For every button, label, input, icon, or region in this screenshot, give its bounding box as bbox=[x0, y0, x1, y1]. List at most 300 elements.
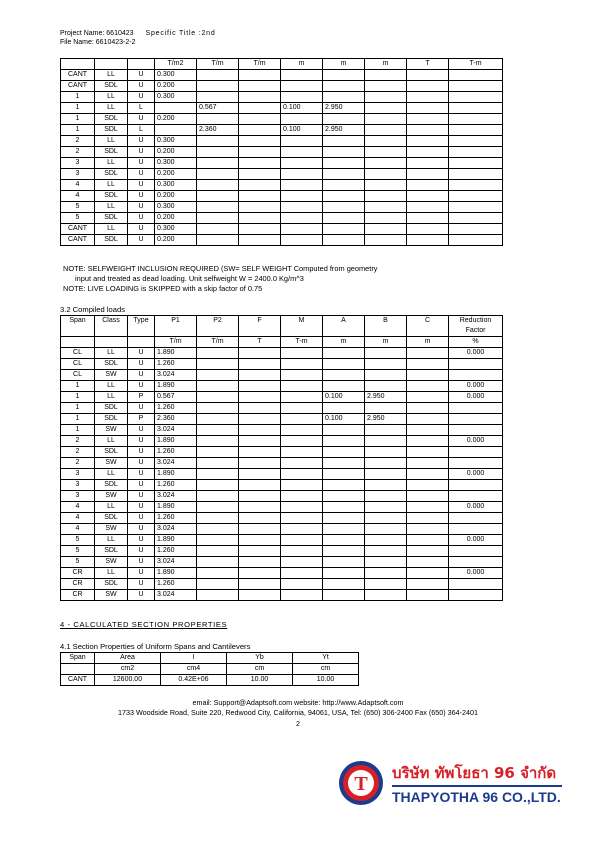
table-cell bbox=[365, 458, 407, 469]
table-cell: 1 bbox=[61, 381, 95, 392]
table-cell: 1.260 bbox=[155, 403, 197, 414]
table-cell: U bbox=[128, 502, 155, 513]
units-row bbox=[61, 59, 503, 70]
table-cell: U bbox=[128, 202, 155, 213]
table-cell bbox=[365, 235, 407, 246]
table-cell: C bbox=[407, 316, 449, 337]
table-cell bbox=[323, 403, 365, 414]
project-header bbox=[60, 29, 216, 38]
table-cell bbox=[407, 235, 449, 246]
table-cell bbox=[365, 546, 407, 557]
table-cell bbox=[365, 535, 407, 546]
table-cell bbox=[449, 590, 503, 601]
table-cell: U bbox=[128, 114, 155, 125]
table-row bbox=[61, 147, 503, 158]
table-row bbox=[61, 191, 503, 202]
table-cell: SDL bbox=[95, 480, 128, 491]
table-cell bbox=[365, 447, 407, 458]
table-cell: LL bbox=[95, 348, 128, 359]
table-cell bbox=[323, 359, 365, 370]
table-cell bbox=[407, 191, 449, 202]
table-cell bbox=[281, 392, 323, 403]
table-cell: SDL bbox=[95, 147, 128, 158]
table-cell bbox=[197, 235, 239, 246]
table-cell: 0.200 bbox=[155, 114, 197, 125]
table-cell bbox=[281, 480, 323, 491]
table-cell bbox=[197, 590, 239, 601]
units-row bbox=[61, 664, 359, 675]
table-cell: U bbox=[128, 469, 155, 480]
table-cell bbox=[239, 125, 281, 136]
file-name: File Name: 6610423-2-2 bbox=[60, 39, 136, 46]
table-cell bbox=[323, 92, 365, 103]
table-cell: 3.024 bbox=[155, 557, 197, 568]
selfweight-note-continued: input and treated as dead loading. Unit selfweight W = 2400.0 Kg/m^3 bbox=[75, 274, 304, 283]
table-cell bbox=[323, 81, 365, 92]
table-cell bbox=[197, 180, 239, 191]
table-cell: 1 bbox=[61, 92, 95, 103]
table-cell bbox=[449, 70, 503, 81]
table-cell bbox=[281, 590, 323, 601]
table-cell bbox=[407, 158, 449, 169]
table-cell bbox=[365, 513, 407, 524]
table-cell: 2 bbox=[61, 147, 95, 158]
table-cell bbox=[323, 235, 365, 246]
table-cell: LL bbox=[95, 502, 128, 513]
table-cell: 1.890 bbox=[155, 348, 197, 359]
table-cell bbox=[323, 191, 365, 202]
table-cell bbox=[281, 114, 323, 125]
table-cell: U bbox=[128, 370, 155, 381]
table-cell bbox=[365, 103, 407, 114]
table-cell: 0.100 bbox=[323, 392, 365, 403]
table-cell: U bbox=[128, 568, 155, 579]
table-cell: 1 bbox=[61, 414, 95, 425]
table-cell bbox=[281, 213, 323, 224]
table-cell bbox=[449, 425, 503, 436]
table-cell: 0.000 bbox=[449, 568, 503, 579]
table-cell: SW bbox=[95, 458, 128, 469]
table-cell: 0.000 bbox=[449, 392, 503, 403]
table-cell: CL bbox=[61, 359, 95, 370]
table-cell bbox=[197, 447, 239, 458]
table-cell bbox=[323, 425, 365, 436]
logo-thai-name: บริษัท ทัพโยธา 96 จำกัด bbox=[392, 764, 557, 782]
table-cell bbox=[197, 502, 239, 513]
table-row bbox=[61, 348, 503, 359]
table-cell: CANT bbox=[61, 81, 95, 92]
table-cell: U bbox=[128, 213, 155, 224]
table-cell: P2 bbox=[197, 316, 239, 337]
table-cell bbox=[407, 524, 449, 535]
table-cell bbox=[239, 147, 281, 158]
table-cell bbox=[407, 425, 449, 436]
table-cell: U bbox=[128, 92, 155, 103]
table-cell: SDL bbox=[95, 81, 128, 92]
table-cell bbox=[197, 458, 239, 469]
table-cell: B bbox=[365, 316, 407, 337]
table-cell: SW bbox=[95, 557, 128, 568]
table-cell bbox=[197, 191, 239, 202]
table-cell: U bbox=[128, 513, 155, 524]
table-row bbox=[61, 546, 503, 557]
table-cell bbox=[323, 502, 365, 513]
table-cell: LL bbox=[95, 469, 128, 480]
table-cell: 0.200 bbox=[155, 191, 197, 202]
table-cell: A bbox=[323, 316, 365, 337]
table-cell: LL bbox=[95, 180, 128, 191]
table-cell bbox=[281, 180, 323, 191]
table-cell bbox=[323, 202, 365, 213]
footer-address: 1733 Woodside Road, Suite 220, Redwood City, California, 94061, USA, Tel: (650) 306-2400 Fax (650) 364-2401 bbox=[118, 708, 478, 717]
table-cell bbox=[365, 590, 407, 601]
table-cell bbox=[407, 81, 449, 92]
table-cell: CR bbox=[61, 590, 95, 601]
table-cell: 0.000 bbox=[449, 535, 503, 546]
table-row bbox=[61, 513, 503, 524]
table-cell: CANT bbox=[61, 675, 95, 686]
section-4-1-title: 4.1 Section Properties of Uniform Spans and Cantilevers bbox=[60, 642, 251, 651]
table-cell: 1.890 bbox=[155, 502, 197, 513]
table-cell bbox=[365, 568, 407, 579]
table-cell: SW bbox=[95, 370, 128, 381]
table-cell: T-m bbox=[449, 59, 503, 70]
table-row bbox=[61, 224, 503, 235]
table-cell bbox=[449, 147, 503, 158]
table-cell bbox=[281, 535, 323, 546]
table-cell bbox=[407, 180, 449, 191]
table-cell bbox=[239, 524, 281, 535]
table-cell: 0.300 bbox=[155, 92, 197, 103]
table-cell: U bbox=[128, 348, 155, 359]
table-cell bbox=[449, 169, 503, 180]
table-cell: U bbox=[128, 491, 155, 502]
table-cell: 1.260 bbox=[155, 359, 197, 370]
table-cell: 1 bbox=[61, 392, 95, 403]
table-cell bbox=[365, 114, 407, 125]
table-cell bbox=[323, 147, 365, 158]
table-cell: m bbox=[365, 337, 407, 348]
table-cell bbox=[449, 191, 503, 202]
table-cell bbox=[407, 436, 449, 447]
table-cell bbox=[323, 557, 365, 568]
table-cell: LL bbox=[95, 103, 128, 114]
table-cell: 2 bbox=[61, 436, 95, 447]
table-cell bbox=[449, 480, 503, 491]
table-cell bbox=[239, 202, 281, 213]
table-cell bbox=[449, 114, 503, 125]
table-cell: 0.42E+06 bbox=[161, 675, 227, 686]
table-cell: cm bbox=[293, 664, 359, 675]
table-cell bbox=[281, 557, 323, 568]
table-cell bbox=[407, 224, 449, 235]
table-row bbox=[61, 70, 503, 81]
table-cell: 0.000 bbox=[449, 348, 503, 359]
table-cell bbox=[239, 480, 281, 491]
table-cell: U bbox=[128, 524, 155, 535]
table-cell bbox=[281, 81, 323, 92]
table-cell bbox=[239, 458, 281, 469]
table-cell bbox=[449, 81, 503, 92]
table-cell: 3 bbox=[61, 480, 95, 491]
table-cell bbox=[239, 348, 281, 359]
table-cell: U bbox=[128, 447, 155, 458]
table-row bbox=[61, 158, 503, 169]
table-cell bbox=[197, 480, 239, 491]
table-cell: 3.024 bbox=[155, 491, 197, 502]
table-cell bbox=[281, 191, 323, 202]
table-cell bbox=[323, 114, 365, 125]
table-cell bbox=[323, 213, 365, 224]
table-cell: CANT bbox=[61, 224, 95, 235]
table-cell bbox=[197, 568, 239, 579]
table-cell: 3 bbox=[61, 158, 95, 169]
table-cell: CR bbox=[61, 579, 95, 590]
table-cell bbox=[449, 370, 503, 381]
table-cell bbox=[197, 92, 239, 103]
table-cell bbox=[197, 224, 239, 235]
table-cell bbox=[239, 502, 281, 513]
table-cell: LL bbox=[95, 202, 128, 213]
units-row bbox=[61, 337, 503, 348]
table-cell bbox=[407, 70, 449, 81]
table-cell: Area bbox=[95, 653, 161, 664]
table-cell: P1 bbox=[155, 316, 197, 337]
table-cell: 0.200 bbox=[155, 81, 197, 92]
table-row bbox=[61, 125, 503, 136]
table-cell bbox=[365, 348, 407, 359]
table-cell: 3 bbox=[61, 169, 95, 180]
table-cell: LL bbox=[95, 535, 128, 546]
table-cell: SW bbox=[95, 524, 128, 535]
table-cell bbox=[239, 403, 281, 414]
table-cell: 1 bbox=[61, 425, 95, 436]
table-cell bbox=[365, 469, 407, 480]
table-row bbox=[61, 557, 503, 568]
table-cell: 1 bbox=[61, 125, 95, 136]
company-logo-graphic bbox=[336, 758, 566, 808]
table-row bbox=[61, 414, 503, 425]
table-cell bbox=[239, 579, 281, 590]
table-cell bbox=[323, 70, 365, 81]
table-cell: SDL bbox=[95, 447, 128, 458]
table-cell bbox=[197, 557, 239, 568]
table-cell bbox=[407, 414, 449, 425]
table-cell bbox=[239, 568, 281, 579]
specific-title: Specific Title :2nd bbox=[145, 30, 216, 37]
table-cell bbox=[155, 125, 197, 136]
table-cell bbox=[239, 392, 281, 403]
table-cell: m bbox=[407, 337, 449, 348]
table-cell bbox=[239, 370, 281, 381]
table-cell bbox=[407, 568, 449, 579]
table-cell: 1.260 bbox=[155, 513, 197, 524]
table-cell: LL bbox=[95, 70, 128, 81]
table-cell bbox=[281, 491, 323, 502]
table-cell: U bbox=[128, 158, 155, 169]
table-cell: 0.300 bbox=[155, 180, 197, 191]
table-cell: T/m bbox=[197, 337, 239, 348]
table-cell: U bbox=[128, 359, 155, 370]
table-cell bbox=[281, 414, 323, 425]
table-cell bbox=[239, 590, 281, 601]
table-cell bbox=[407, 535, 449, 546]
table-cell bbox=[239, 70, 281, 81]
load-input-table bbox=[60, 58, 503, 246]
table-cell bbox=[239, 92, 281, 103]
table-cell: U bbox=[128, 458, 155, 469]
table-cell bbox=[365, 169, 407, 180]
table-cell bbox=[449, 546, 503, 557]
table-cell bbox=[323, 524, 365, 535]
table-cell: LL bbox=[95, 568, 128, 579]
table-cell: M bbox=[281, 316, 323, 337]
table-cell: 1.890 bbox=[155, 535, 197, 546]
table-cell bbox=[365, 213, 407, 224]
table-cell bbox=[239, 469, 281, 480]
table-cell: SDL bbox=[95, 414, 128, 425]
table-cell bbox=[365, 147, 407, 158]
table-cell bbox=[323, 436, 365, 447]
header-row bbox=[61, 653, 359, 664]
table-cell bbox=[239, 425, 281, 436]
table-cell: 3.024 bbox=[155, 370, 197, 381]
table-cell: 0.200 bbox=[155, 213, 197, 224]
table-cell bbox=[239, 158, 281, 169]
table-cell: T/m2 bbox=[155, 59, 197, 70]
table-cell: SDL bbox=[95, 579, 128, 590]
table-cell bbox=[449, 447, 503, 458]
table-cell bbox=[365, 579, 407, 590]
table-cell: 0.300 bbox=[155, 70, 197, 81]
table-cell bbox=[449, 202, 503, 213]
table-cell bbox=[365, 202, 407, 213]
table-cell bbox=[323, 158, 365, 169]
table-cell bbox=[197, 169, 239, 180]
table-cell: U bbox=[128, 579, 155, 590]
table-row bbox=[61, 447, 503, 458]
table-row bbox=[61, 568, 503, 579]
table-cell bbox=[197, 535, 239, 546]
table-cell bbox=[239, 447, 281, 458]
table-cell: 1.890 bbox=[155, 469, 197, 480]
table-cell: Class bbox=[95, 316, 128, 337]
table-cell: P bbox=[128, 414, 155, 425]
table-cell bbox=[323, 469, 365, 480]
table-cell: m bbox=[323, 337, 365, 348]
table-cell bbox=[61, 59, 95, 70]
table-cell bbox=[323, 447, 365, 458]
table-cell bbox=[281, 381, 323, 392]
table-cell bbox=[449, 513, 503, 524]
table-cell: 1.890 bbox=[155, 568, 197, 579]
table-cell bbox=[407, 557, 449, 568]
table-cell bbox=[365, 381, 407, 392]
table-cell bbox=[197, 546, 239, 557]
table-cell bbox=[407, 213, 449, 224]
table-cell: T/m bbox=[155, 337, 197, 348]
table-cell bbox=[365, 92, 407, 103]
table-cell: CL bbox=[61, 370, 95, 381]
table-cell bbox=[449, 403, 503, 414]
table-cell: U bbox=[128, 81, 155, 92]
table-cell bbox=[407, 469, 449, 480]
table-cell: 3.024 bbox=[155, 425, 197, 436]
table-cell: 1.260 bbox=[155, 480, 197, 491]
table-cell: 2 bbox=[61, 447, 95, 458]
table-cell bbox=[323, 480, 365, 491]
table-cell bbox=[197, 403, 239, 414]
table-cell: SW bbox=[95, 491, 128, 502]
table-cell: 2.950 bbox=[323, 125, 365, 136]
table-row bbox=[61, 114, 503, 125]
table-cell bbox=[239, 535, 281, 546]
table-cell: U bbox=[128, 191, 155, 202]
table-cell: Type bbox=[128, 316, 155, 337]
table-cell bbox=[239, 180, 281, 191]
table-row bbox=[61, 213, 503, 224]
table-cell bbox=[365, 180, 407, 191]
page-number: 2 bbox=[296, 719, 300, 728]
table-cell: T/m bbox=[239, 59, 281, 70]
table-cell: 0.200 bbox=[155, 235, 197, 246]
table-cell bbox=[239, 414, 281, 425]
table-cell: 5 bbox=[61, 213, 95, 224]
table-cell: 1 bbox=[61, 103, 95, 114]
table-cell: 2.360 bbox=[155, 414, 197, 425]
table-cell: m bbox=[281, 59, 323, 70]
table-cell bbox=[197, 392, 239, 403]
table-cell bbox=[407, 202, 449, 213]
table-cell bbox=[197, 70, 239, 81]
table-cell bbox=[239, 114, 281, 125]
table-cell: 5 bbox=[61, 535, 95, 546]
table-cell bbox=[407, 491, 449, 502]
table-cell bbox=[61, 337, 95, 348]
table-cell: 5 bbox=[61, 546, 95, 557]
table-cell: U bbox=[128, 546, 155, 557]
table-cell bbox=[281, 224, 323, 235]
table-cell bbox=[407, 458, 449, 469]
live-loading-note: NOTE: LIVE LOADING is SKIPPED with a skip factor of 0.75 bbox=[63, 284, 263, 293]
table-cell: 0.000 bbox=[449, 381, 503, 392]
table-cell: U bbox=[128, 480, 155, 491]
table-cell: Span bbox=[61, 316, 95, 337]
table-cell bbox=[323, 169, 365, 180]
table-cell bbox=[365, 524, 407, 535]
table-row bbox=[61, 180, 503, 191]
table-cell bbox=[239, 136, 281, 147]
table-cell: L bbox=[128, 103, 155, 114]
table-cell bbox=[323, 381, 365, 392]
table-cell bbox=[281, 202, 323, 213]
table-cell bbox=[323, 568, 365, 579]
table-cell bbox=[281, 579, 323, 590]
table-row bbox=[61, 92, 503, 103]
table-cell bbox=[449, 235, 503, 246]
table-cell: 4 bbox=[61, 191, 95, 202]
table-cell bbox=[365, 480, 407, 491]
table-cell bbox=[449, 158, 503, 169]
table-row bbox=[61, 202, 503, 213]
table-row bbox=[61, 469, 503, 480]
table-cell bbox=[197, 348, 239, 359]
compiled-loads-table bbox=[60, 315, 503, 601]
table-row bbox=[61, 381, 503, 392]
table-row bbox=[61, 359, 503, 370]
logo-english-name: THAPYOTHA 96 CO.,LTD. bbox=[392, 789, 561, 805]
table-cell: 0.200 bbox=[155, 147, 197, 158]
